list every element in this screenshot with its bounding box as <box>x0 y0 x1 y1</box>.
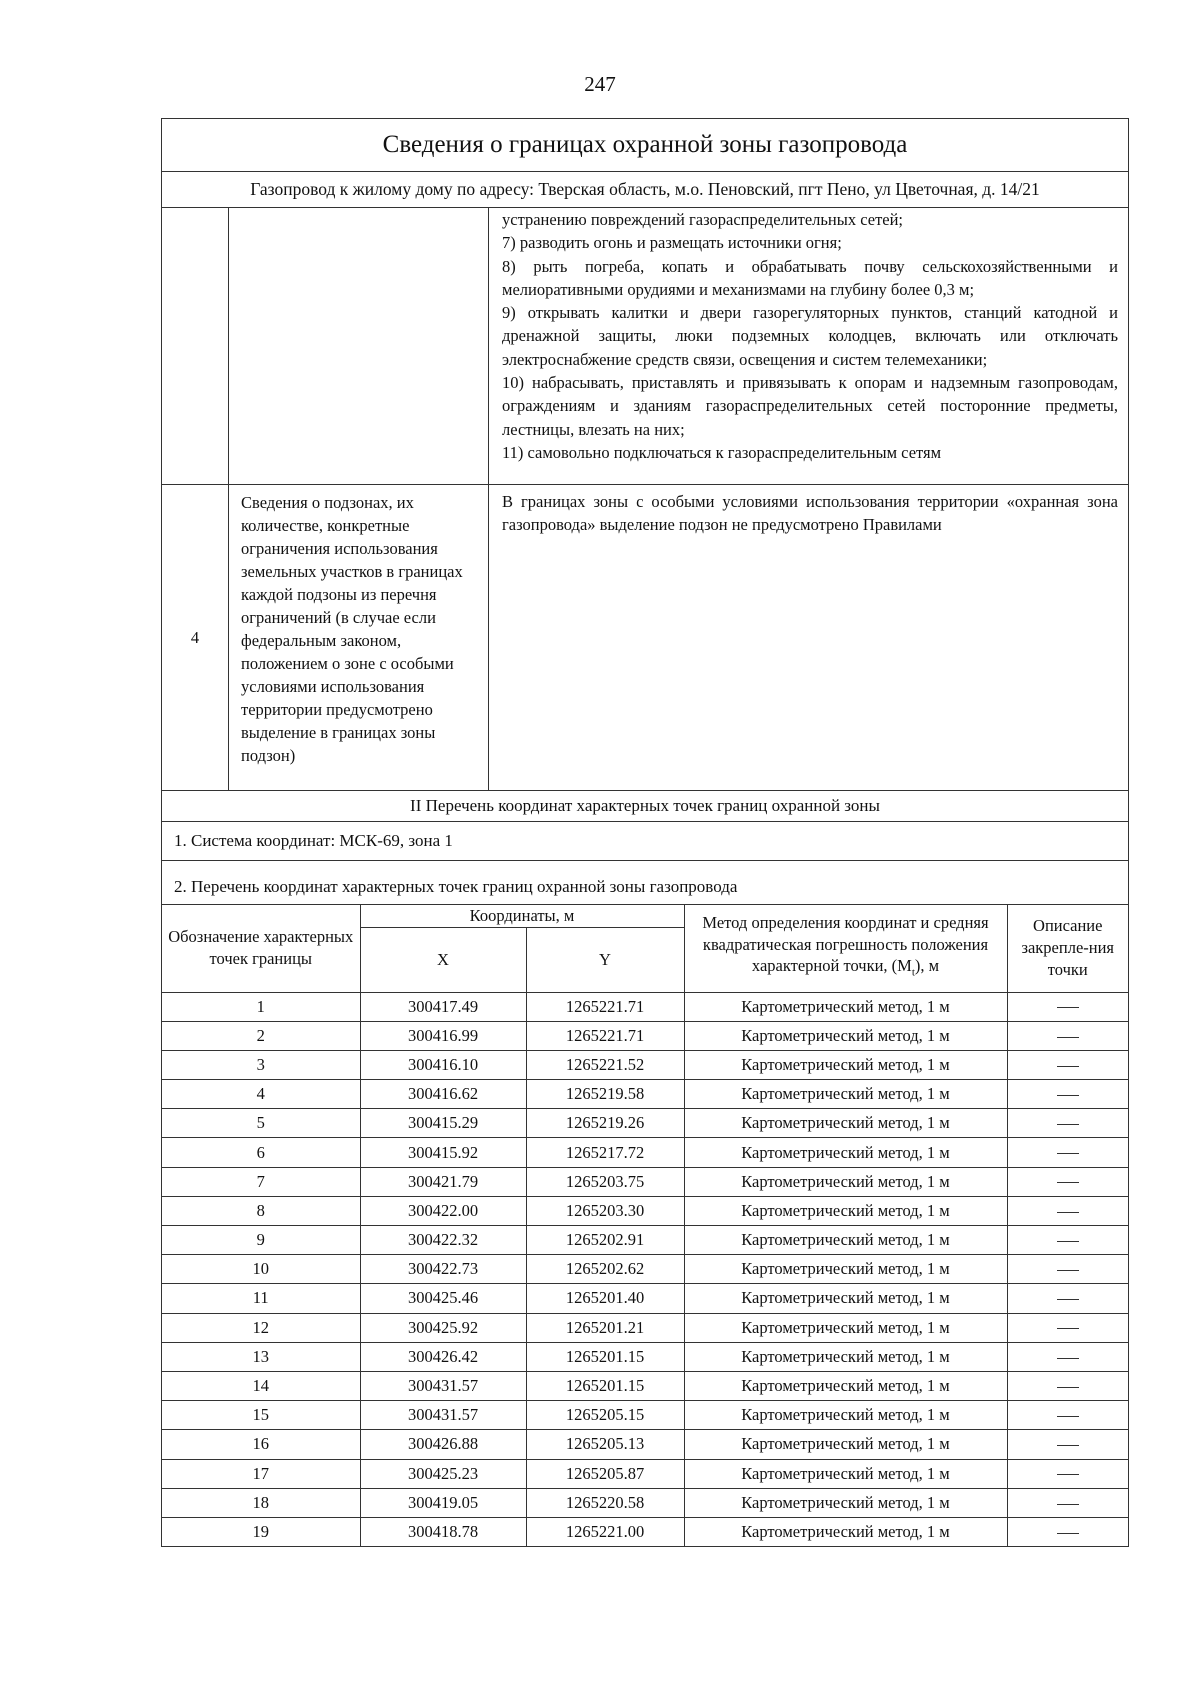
x-coordinate: 300422.32 <box>360 1226 526 1255</box>
y-coordinate: 1265203.75 <box>526 1167 684 1196</box>
point-number: 5 <box>162 1109 360 1138</box>
restrictions-continuation-row <box>162 208 1128 485</box>
description-cell <box>1007 1138 1128 1167</box>
description-cell <box>1007 1255 1128 1284</box>
table-row <box>162 1196 1128 1225</box>
y-coordinate: 1265203.30 <box>526 1196 684 1225</box>
description-cell <box>1007 1459 1128 1488</box>
row-label-cell <box>229 208 489 484</box>
method-cell: Картометрический метод, 1 м <box>684 1080 1007 1109</box>
method-cell: Картометрический метод, 1 м <box>684 1313 1007 1342</box>
dash-mark <box>1057 1153 1079 1154</box>
point-number: 12 <box>162 1313 360 1342</box>
subzones-label: Сведения о подзонах, их количестве, конкретные ограничения использования земельных участков в границах каждой подзоны из перечня ограничений (в случае если федеральным законом, положением о зоне с особыми условиями использования территории предусмотрено выделение в границах зоны подзон) <box>229 485 489 790</box>
method-header-text: Метод определения координат и средняя квадратическая погрешность положения характерной точки, (M <box>702 913 989 976</box>
dash-mark <box>1057 1299 1079 1300</box>
description-header: Описание закрепле-ния точки <box>1007 905 1128 992</box>
description-cell <box>1007 1430 1128 1459</box>
description-cell <box>1007 1517 1128 1546</box>
description-cell <box>1007 1342 1128 1371</box>
table-row <box>162 1401 1128 1430</box>
x-coordinate: 300431.57 <box>360 1371 526 1400</box>
x-coordinate: 300431.57 <box>360 1401 526 1430</box>
dash-mark <box>1057 1328 1079 1329</box>
x-coordinate: 300415.92 <box>360 1138 526 1167</box>
y-coordinate: 1265201.15 <box>526 1371 684 1400</box>
restriction-line: 9) открывать калитки и двери газорегуляторных пунктов, станций катодной и дренажной защиты, люки подземных колодцев, включать или отключать электроснабжение средств связи, освещения и систем телемеханики; <box>502 303 1118 369</box>
y-coordinate: 1265202.62 <box>526 1255 684 1284</box>
table-row <box>162 1021 1128 1050</box>
description-cell <box>1007 1050 1128 1079</box>
point-number: 9 <box>162 1226 360 1255</box>
dash-mark <box>1057 1445 1079 1446</box>
table-row <box>162 1371 1128 1400</box>
restriction-line: 10) набрасывать, приставлять и привязывать к опорам и надземным газопроводам, ограждениям и зданиям газораспределительных сетей посторонние предметы, лестницы, влезать на них; <box>502 373 1118 439</box>
y-coordinate: 1265202.91 <box>526 1226 684 1255</box>
dash-mark <box>1057 1270 1079 1271</box>
point-number: 15 <box>162 1401 360 1430</box>
method-cell: Картометрический метод, 1 м <box>684 1371 1007 1400</box>
designation-header: Обозначение характерных точек границы <box>162 905 360 992</box>
dash-mark <box>1057 1182 1079 1183</box>
description-cell <box>1007 1167 1128 1196</box>
method-cell: Картометрический метод, 1 м <box>684 1284 1007 1313</box>
table-row <box>162 1313 1128 1342</box>
y-coordinate: 1265201.21 <box>526 1313 684 1342</box>
dash-mark <box>1057 1212 1079 1213</box>
page-number: 247 <box>584 72 616 96</box>
dash-mark <box>1057 1416 1079 1417</box>
y-coordinate: 1265221.52 <box>526 1050 684 1079</box>
y-coordinate: 1265219.26 <box>526 1109 684 1138</box>
table-row <box>162 1109 1128 1138</box>
point-number: 16 <box>162 1430 360 1459</box>
method-cell: Картометрический метод, 1 м <box>684 1255 1007 1284</box>
dash-mark <box>1057 1504 1079 1505</box>
dash-mark <box>1057 1241 1079 1242</box>
point-number: 18 <box>162 1488 360 1517</box>
x-coordinate: 300415.29 <box>360 1109 526 1138</box>
description-cell <box>1007 1080 1128 1109</box>
dash-mark <box>1057 1007 1079 1008</box>
x-coordinate: 300422.73 <box>360 1255 526 1284</box>
restriction-line: 11) самовольно подключаться к газораспределительным сетям <box>502 442 942 462</box>
dash-mark <box>1057 1474 1079 1475</box>
y-header: Y <box>526 927 684 992</box>
point-number: 19 <box>162 1517 360 1546</box>
point-number: 14 <box>162 1371 360 1400</box>
x-coordinate: 300418.78 <box>360 1517 526 1546</box>
table-row <box>162 1342 1128 1371</box>
method-cell: Картометрический метод, 1 м <box>684 1459 1007 1488</box>
x-coordinate: 300416.99 <box>360 1021 526 1050</box>
table-row <box>162 1255 1128 1284</box>
x-coordinate: 300425.46 <box>360 1284 526 1313</box>
document-title: Сведения о границах охранной зоны газопровода <box>162 118 1128 172</box>
dash-mark <box>1057 1037 1079 1038</box>
y-coordinate: 1265221.71 <box>526 1021 684 1050</box>
dash-mark <box>1057 1066 1079 1067</box>
table-row <box>162 1050 1128 1079</box>
description-cell <box>1007 1488 1128 1517</box>
table-row <box>162 1517 1128 1546</box>
dash-mark <box>1057 1387 1079 1388</box>
y-coordinate: 1265201.40 <box>526 1284 684 1313</box>
description-cell <box>1007 1313 1128 1342</box>
point-number: 4 <box>162 1080 360 1109</box>
description-cell <box>1007 1196 1128 1225</box>
restriction-line: 7) разводить огонь и размещать источники огня; <box>502 233 842 253</box>
dash-mark <box>1057 1124 1079 1125</box>
method-cell: Картометрический метод, 1 м <box>684 1167 1007 1196</box>
restriction-line: устранению повреждений газораспределительных сетей; <box>502 210 904 229</box>
point-number: 17 <box>162 1459 360 1488</box>
restrictions-text <box>489 208 1128 484</box>
pipeline-address: Газопровод к жилому дому по адресу: Тверская область, м.о. Пеновский, пгт Пено, ул Цветочная, д. 14/21 <box>162 172 1128 208</box>
y-coordinate: 1265205.13 <box>526 1430 684 1459</box>
description-cell <box>1007 1226 1128 1255</box>
x-coordinate: 300416.10 <box>360 1050 526 1079</box>
point-number: 11 <box>162 1284 360 1313</box>
description-cell <box>1007 1109 1128 1138</box>
x-coordinate: 300426.88 <box>360 1430 526 1459</box>
row-number-cell <box>162 208 229 484</box>
dash-mark <box>1057 1533 1079 1534</box>
x-coordinate: 300417.49 <box>360 992 526 1021</box>
y-coordinate: 1265205.87 <box>526 1459 684 1488</box>
method-cell: Картометрический метод, 1 м <box>684 1430 1007 1459</box>
method-cell: Картометрический метод, 1 м <box>684 1488 1007 1517</box>
coordinates-table <box>162 905 1128 1546</box>
point-number: 2 <box>162 1021 360 1050</box>
point-number: 3 <box>162 1050 360 1079</box>
x-coordinate: 300422.00 <box>360 1196 526 1225</box>
table-row <box>162 992 1128 1021</box>
dash-mark <box>1057 1358 1079 1359</box>
table-row <box>162 1167 1128 1196</box>
x-coordinate: 300419.05 <box>360 1488 526 1517</box>
y-coordinate: 1265221.00 <box>526 1517 684 1546</box>
method-cell: Картометрический метод, 1 м <box>684 1517 1007 1546</box>
description-cell <box>1007 992 1128 1021</box>
method-header-suffix: ), м <box>914 956 940 976</box>
table-row <box>162 1080 1128 1109</box>
subzones-text: В границах зоны с особыми условиями использования территории «охранная зона газопровода» выделение подзон не предусмотрено Правилами <box>502 492 1118 535</box>
x-coordinate: 300425.92 <box>360 1313 526 1342</box>
subzones-row <box>162 485 1128 791</box>
x-coordinate: 300421.79 <box>360 1167 526 1196</box>
y-coordinate: 1265221.71 <box>526 992 684 1021</box>
description-cell <box>1007 1284 1128 1313</box>
table-row <box>162 1459 1128 1488</box>
method-header <box>684 905 1007 992</box>
table-row <box>162 1138 1128 1167</box>
method-cell: Картометрический метод, 1 м <box>684 1196 1007 1225</box>
method-cell: Картометрический метод, 1 м <box>684 1401 1007 1430</box>
row-number: 4 <box>162 485 229 790</box>
coordinate-list-title: 2. Перечень координат характерных точек границ охранной зоны газопровода <box>162 861 1128 905</box>
point-number: 10 <box>162 1255 360 1284</box>
method-cell: Картометрический метод, 1 м <box>684 1138 1007 1167</box>
section-heading: II Перечень координат характерных точек границ охранной зоны <box>162 791 1128 822</box>
table-row <box>162 1226 1128 1255</box>
y-coordinate: 1265217.72 <box>526 1138 684 1167</box>
document-frame <box>161 118 1129 1547</box>
table-row <box>162 1430 1128 1459</box>
coordinate-system: 1. Система координат: МСК-69, зона 1 <box>162 822 1128 861</box>
point-number: 1 <box>162 992 360 1021</box>
dash-mark <box>1057 1095 1079 1096</box>
table-row <box>162 1488 1128 1517</box>
description-cell <box>1007 1021 1128 1050</box>
table-row <box>162 1284 1128 1313</box>
x-header: X <box>360 927 526 992</box>
x-coordinate: 300416.62 <box>360 1080 526 1109</box>
point-number: 6 <box>162 1138 360 1167</box>
method-cell: Картометрический метод, 1 м <box>684 1021 1007 1050</box>
y-coordinate: 1265201.15 <box>526 1342 684 1371</box>
x-coordinate: 300425.23 <box>360 1459 526 1488</box>
point-number: 8 <box>162 1196 360 1225</box>
method-cell: Картометрический метод, 1 м <box>684 1109 1007 1138</box>
method-header-subscript: t <box>911 966 915 979</box>
description-cell <box>1007 1371 1128 1400</box>
y-coordinate: 1265219.58 <box>526 1080 684 1109</box>
method-cell: Картометрический метод, 1 м <box>684 1226 1007 1255</box>
method-cell: Картометрический метод, 1 м <box>684 1342 1007 1371</box>
y-coordinate: 1265220.58 <box>526 1488 684 1517</box>
method-cell: Картометрический метод, 1 м <box>684 992 1007 1021</box>
point-number: 7 <box>162 1167 360 1196</box>
restriction-line: 8) рыть погреба, копать и обрабатывать почву сельскохозяйственными и мелиоративными орудиями и механизмами на глубину более 0,3 м; <box>502 256 1118 299</box>
method-cell: Картометрический метод, 1 м <box>684 1050 1007 1079</box>
point-number: 13 <box>162 1342 360 1371</box>
y-coordinate: 1265205.15 <box>526 1401 684 1430</box>
x-coordinate: 300426.42 <box>360 1342 526 1371</box>
coordinates-body <box>162 992 1128 1546</box>
description-cell <box>1007 1401 1128 1430</box>
coordinates-header: Координаты, м <box>360 905 684 927</box>
